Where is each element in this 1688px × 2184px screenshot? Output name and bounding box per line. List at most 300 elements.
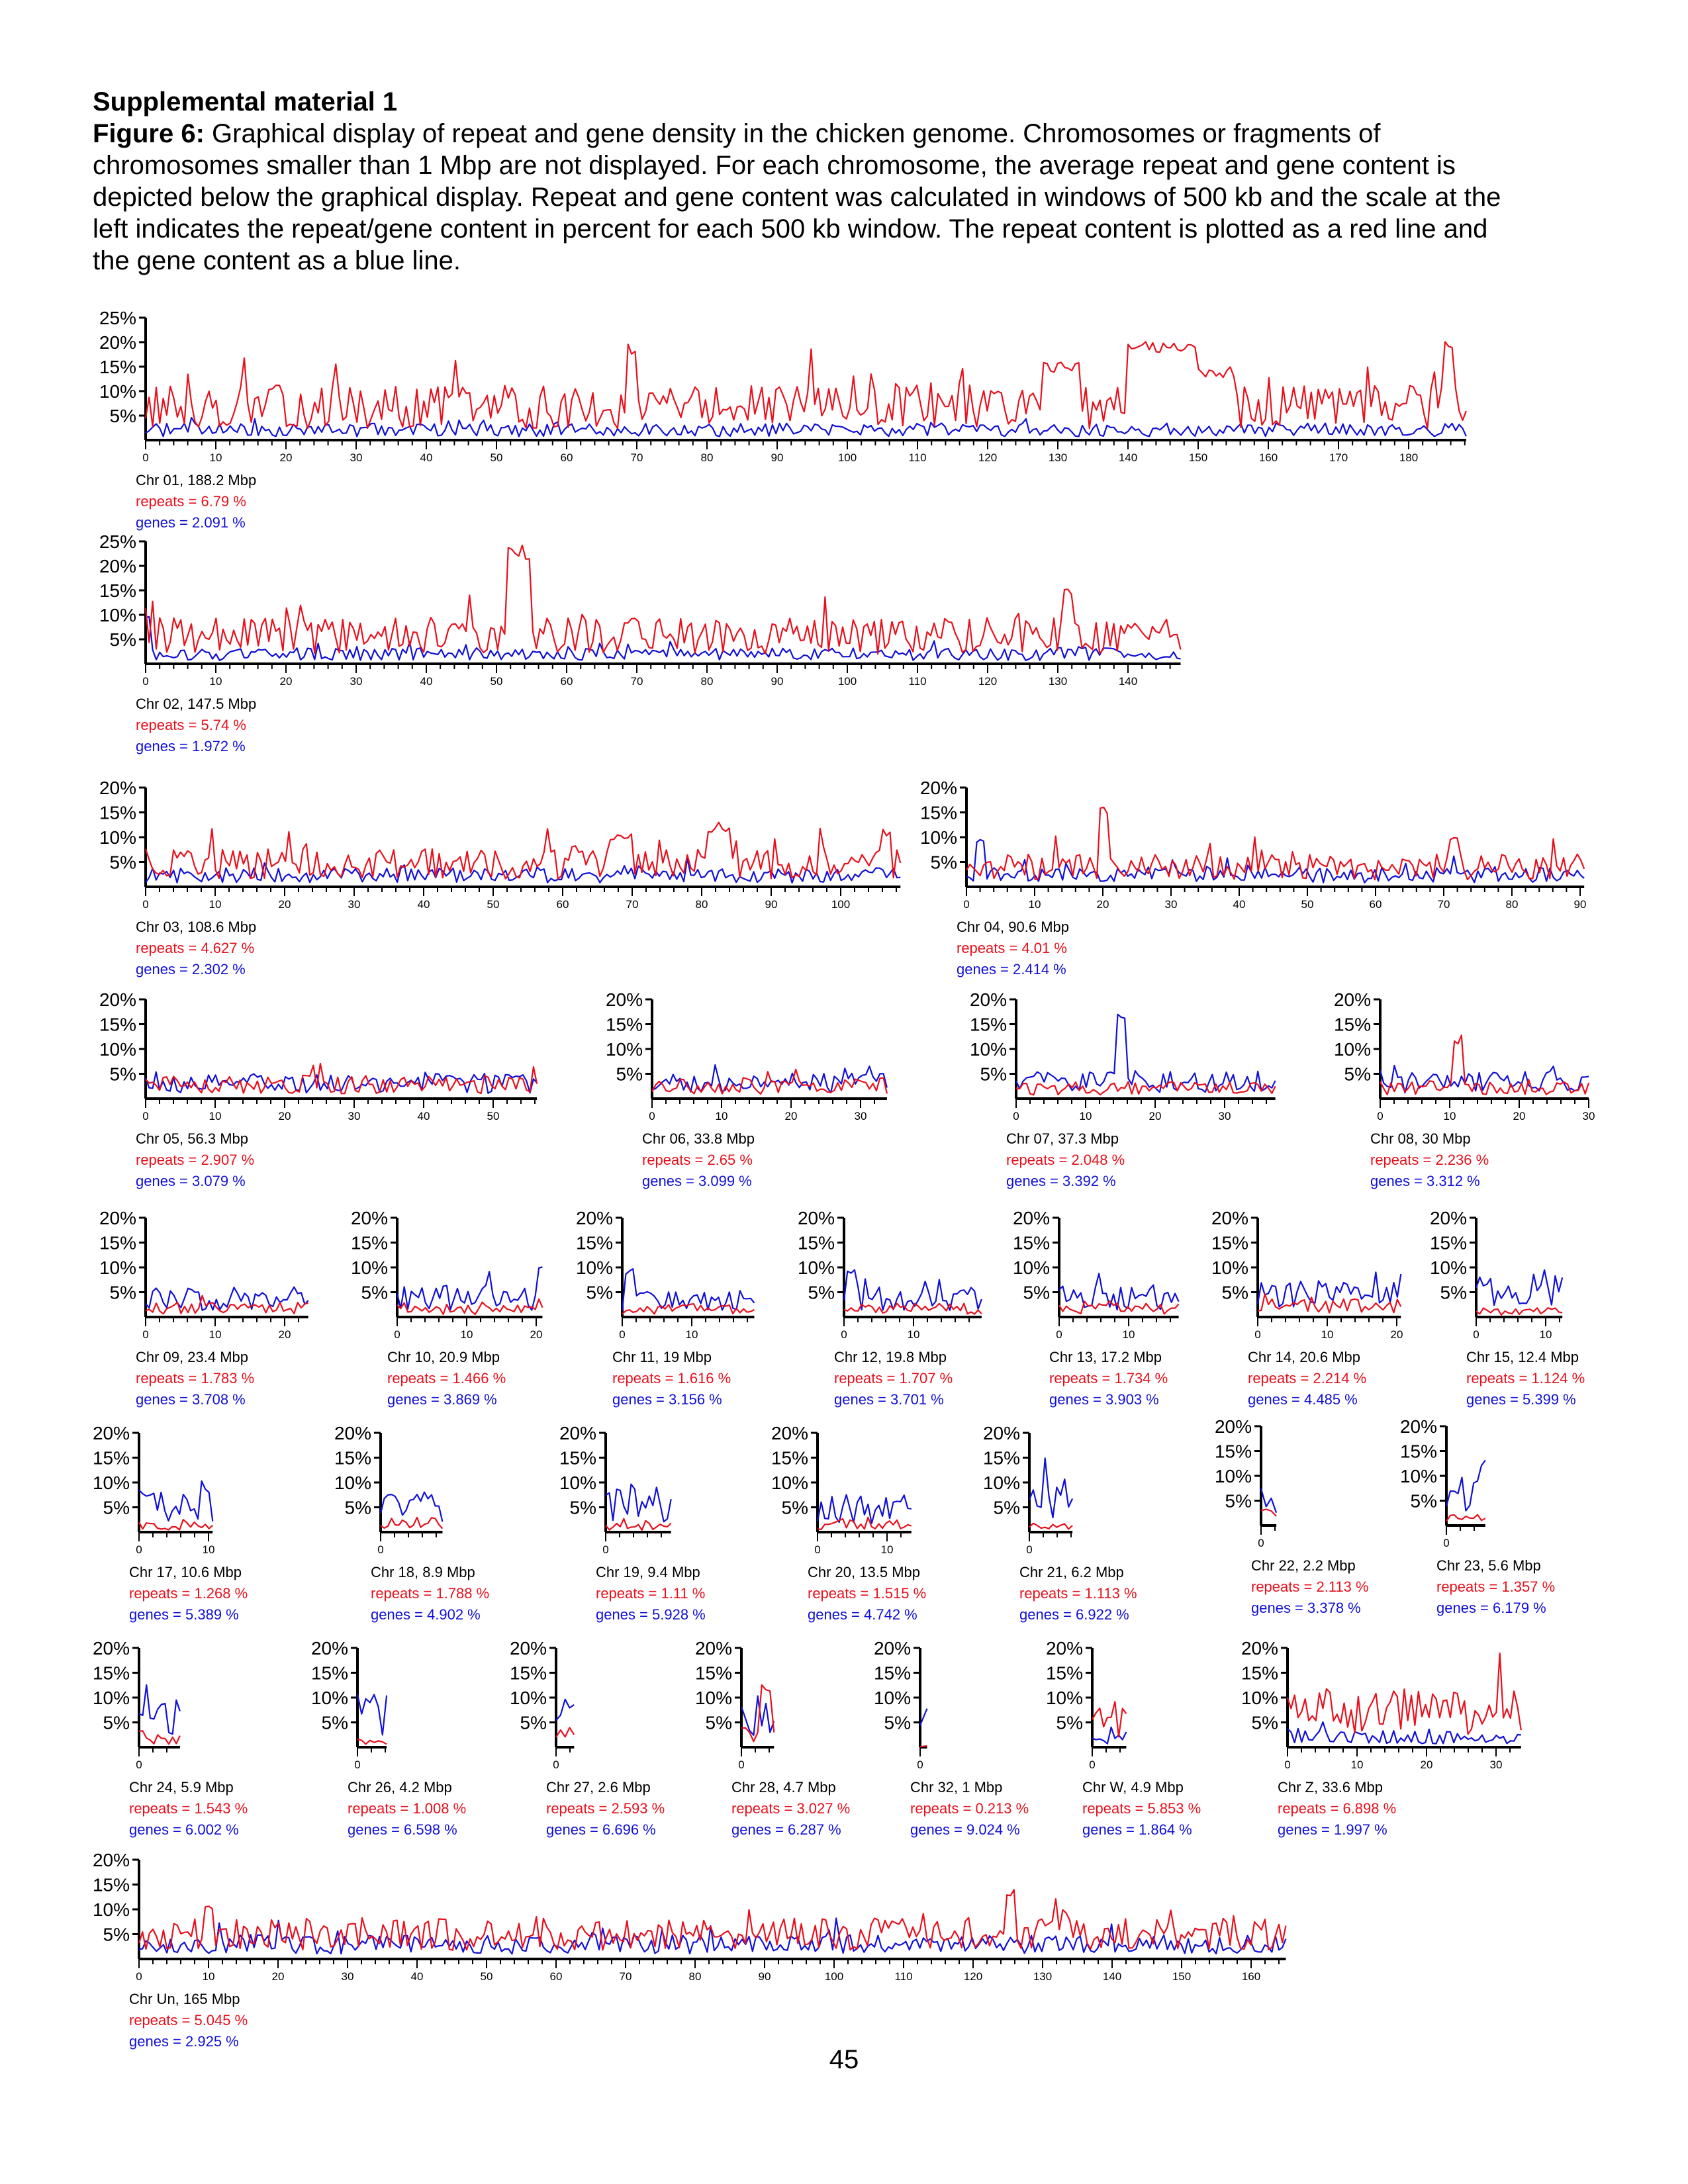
y-tick-label: 10% [694, 1688, 732, 1708]
chromosome-caption [1278, 1777, 1396, 1841]
chromosome-caption [642, 1128, 755, 1192]
y-tick-label: 5% [980, 1064, 1007, 1085]
x-tick-label: 110 [908, 675, 927, 688]
x-tick-label: 130 [1048, 675, 1068, 688]
y-tick-label: 10% [1211, 1257, 1248, 1278]
density-plot [976, 1423, 1092, 1572]
repeats-average: repeats = 2.236 % [1370, 1152, 1489, 1168]
y-tick-label: 10% [99, 381, 136, 402]
x-tick-label: 10 [209, 675, 222, 688]
y-tick-label: 5% [321, 1712, 348, 1733]
repeats-average: repeats = 1.707 % [834, 1370, 953, 1387]
y-tick-label: 20% [1333, 989, 1371, 1010]
y-tick-label: 5% [109, 406, 136, 426]
genes-line [556, 1700, 574, 1721]
y-tick-label: 10% [334, 1473, 371, 1493]
chromosome-name: Chr 21, 6.2 Mbp [1019, 1564, 1124, 1580]
genes-line [397, 1267, 543, 1310]
chromosome-caption [1019, 1562, 1137, 1625]
chromosome-name: Chr 03, 108.6 Mbp [136, 919, 257, 935]
genes-average: genes = 5.389 % [129, 1606, 239, 1623]
x-tick-label: 30 [350, 675, 363, 688]
repeats-average: repeats = 1.783 % [136, 1370, 255, 1387]
y-tick-label: 20% [575, 1208, 613, 1228]
x-tick-label: 0 [963, 898, 970, 911]
y-tick-label: 15% [1399, 1441, 1437, 1462]
genes-line [1016, 1015, 1276, 1093]
y-tick-label: 10% [873, 1688, 911, 1708]
y-tick-label: 20% [509, 1638, 547, 1659]
genes-line [844, 1270, 982, 1310]
y-tick-label: 15% [99, 1014, 136, 1035]
x-tick-label: 20 [1513, 1110, 1526, 1122]
density-plot [765, 1423, 931, 1572]
genes-average: genes = 3.701 % [834, 1391, 944, 1408]
chromosome-name: Chr 22, 2.2 Mbp [1251, 1557, 1356, 1574]
x-tick-label: 10 [1443, 1110, 1456, 1122]
x-tick-label: 0 [1284, 1758, 1291, 1771]
y-tick-label: 15% [99, 357, 136, 377]
y-tick-label: 20% [797, 1208, 835, 1228]
y-tick-label: 20% [1211, 1208, 1248, 1228]
x-tick-label: 80 [695, 898, 708, 911]
y-tick-label: 10% [982, 1473, 1020, 1493]
x-tick-label: 100 [831, 898, 851, 911]
repeats-line [139, 1731, 180, 1744]
repeats-average: repeats = 1.543 % [129, 1800, 248, 1817]
y-tick-label: 15% [92, 1662, 130, 1684]
y-tick-label: 15% [350, 1232, 388, 1253]
y-tick-label: 15% [334, 1447, 371, 1469]
x-tick-label: 110 [894, 1970, 913, 1983]
repeats-average: repeats = 0.213 % [910, 1800, 1029, 1817]
genes-average: genes = 6.696 % [546, 1821, 656, 1838]
x-tick-label: 60 [560, 451, 573, 464]
y-tick-label: 5% [1440, 1282, 1467, 1303]
y-tick-label: 15% [873, 1662, 911, 1684]
x-tick-label: 0 [1254, 1328, 1261, 1341]
y-tick-label: 20% [982, 1423, 1020, 1443]
genes-average: genes = 2.091 % [136, 514, 246, 531]
x-tick-label: 0 [142, 675, 149, 688]
y-tick-label: 20% [1214, 1416, 1252, 1437]
y-tick-label: 5% [616, 1064, 643, 1085]
y-tick-label: 10% [1429, 1257, 1467, 1278]
x-tick-label: 0 [1056, 1328, 1062, 1341]
chromosome-caption [1049, 1347, 1168, 1410]
x-tick-label: 0 [1026, 1543, 1033, 1556]
x-tick-label: 0 [142, 451, 149, 464]
repeats-average: repeats = 4.627 % [136, 940, 255, 956]
y-tick-label: 15% [771, 1447, 808, 1469]
x-tick-label: 120 [978, 675, 998, 688]
y-tick-label: 20% [334, 1423, 371, 1443]
x-tick-label: 40 [410, 1970, 424, 1983]
x-tick-label: 10 [685, 1328, 698, 1341]
repeats-line [1261, 1510, 1276, 1517]
repeats-average: repeats = 5.853 % [1082, 1800, 1201, 1817]
y-tick-label: 10% [92, 1688, 130, 1708]
x-tick-label: 30 [348, 898, 361, 911]
x-tick-label: 20 [278, 1328, 291, 1341]
chromosome-caption [129, 1777, 248, 1841]
repeats-average: repeats = 2.593 % [546, 1800, 665, 1817]
chromosome-name: Chr 32, 1 Mbp [910, 1779, 1003, 1796]
genes-average: genes = 6.598 % [348, 1821, 457, 1838]
x-tick-label: 50 [480, 1970, 493, 1983]
chromosome-caption [348, 1777, 466, 1841]
x-tick-label: 50 [490, 451, 503, 464]
chromosome-name: Chr 11, 19 Mbp [612, 1349, 712, 1365]
chromosome-caption [957, 917, 1069, 980]
repeats-average: repeats = 3.027 % [731, 1800, 851, 1817]
density-plot [1235, 1638, 1541, 1787]
chromosome-caption [1436, 1555, 1555, 1619]
x-tick-label: 0 [136, 1758, 142, 1771]
repeats-average: repeats = 2.214 % [1248, 1370, 1367, 1387]
y-tick-label: 20% [99, 989, 136, 1010]
y-tick-label: 25% [99, 531, 136, 552]
x-tick-label: 30 [350, 451, 363, 464]
repeats-line [357, 1739, 387, 1744]
x-tick-label: 150 [1188, 451, 1208, 464]
y-tick-label: 20% [310, 1638, 348, 1659]
y-tick-label: 5% [930, 852, 957, 873]
density-plot [328, 1423, 462, 1572]
genes-average: genes = 5.928 % [596, 1606, 706, 1623]
repeats-average: repeats = 4.01 % [957, 940, 1067, 956]
chromosome-caption [834, 1347, 953, 1410]
x-tick-label: 0 [1258, 1537, 1264, 1549]
y-tick-label: 5% [361, 1282, 388, 1303]
x-tick-label: 180 [1399, 451, 1419, 464]
chromosome-name: Chr 26, 4.2 Mbp [348, 1779, 452, 1796]
chromosome-caption [1248, 1347, 1366, 1410]
chromosome-name: Chr 02, 147.5 Mbp [136, 696, 257, 712]
x-tick-label: 0 [1443, 1537, 1450, 1549]
figure-label: Figure 6: [93, 119, 205, 148]
repeats-line [146, 1296, 308, 1314]
y-tick-label: 15% [99, 580, 136, 601]
y-tick-label: 20% [771, 1423, 808, 1443]
chromosome-name: Chr 23, 5.6 Mbp [1436, 1557, 1541, 1574]
density-plot [93, 1208, 328, 1357]
x-tick-label: 10 [907, 1328, 920, 1341]
density-plot [344, 1208, 562, 1357]
chromosome-name: Chr 20, 13.5 Mbp [808, 1564, 920, 1580]
repeats-line [1476, 1308, 1562, 1315]
x-tick-label: 10 [1539, 1328, 1552, 1341]
chromosome-caption [1251, 1555, 1369, 1619]
genes-line [1029, 1458, 1072, 1518]
genes-average: genes = 3.156 % [612, 1391, 722, 1408]
x-tick-label: 0 [553, 1758, 559, 1771]
y-tick-label: 15% [982, 1447, 1020, 1469]
density-plot [1208, 1416, 1296, 1565]
x-tick-label: 120 [963, 1970, 983, 1983]
x-tick-label: 110 [908, 451, 927, 464]
genes-line [1092, 1727, 1126, 1744]
y-tick-label: 5% [569, 1497, 596, 1518]
x-tick-label: 150 [1172, 1970, 1192, 1983]
chromosome-name: Chr 06, 33.8 Mbp [642, 1130, 755, 1147]
y-tick-label: 5% [109, 852, 136, 873]
chromosome-name: Chr 10, 20.9 Mbp [387, 1349, 500, 1365]
x-tick-label: 80 [700, 675, 714, 688]
genes-average: genes = 3.869 % [387, 1391, 497, 1408]
x-tick-label: 0 [354, 1758, 361, 1771]
x-tick-label: 70 [1437, 898, 1450, 911]
x-tick-label: 80 [1505, 898, 1519, 911]
x-tick-label: 0 [142, 1328, 149, 1341]
x-tick-label: 10 [202, 1543, 215, 1556]
y-tick-label: 20% [559, 1423, 596, 1443]
x-tick-label: 0 [394, 1328, 400, 1341]
x-tick-label: 140 [1118, 451, 1138, 464]
x-tick-label: 130 [1033, 1970, 1053, 1983]
repeats-line [920, 1746, 927, 1747]
x-tick-label: 20 [271, 1970, 285, 1983]
chromosome-caption [910, 1777, 1029, 1841]
y-tick-label: 15% [797, 1232, 835, 1253]
y-tick-label: 20% [1012, 1208, 1050, 1228]
x-tick-label: 40 [420, 451, 433, 464]
x-tick-label: 90 [765, 898, 778, 911]
density-plot [553, 1423, 691, 1572]
x-tick-label: 50 [490, 675, 503, 688]
genes-line [622, 1269, 755, 1310]
x-tick-label: 20 [1149, 1110, 1162, 1122]
chromosome-caption [596, 1562, 706, 1625]
density-plot [963, 989, 1295, 1138]
repeats-line [1029, 1524, 1072, 1529]
y-tick-label: 5% [705, 1712, 732, 1733]
repeats-average: repeats = 1.357 % [1436, 1578, 1556, 1595]
y-tick-label: 20% [99, 332, 136, 353]
genes-line [1288, 1722, 1521, 1744]
genes-line [146, 858, 900, 883]
genes-average: genes = 6.002 % [129, 1821, 239, 1838]
density-plot [867, 1638, 947, 1787]
genes-average: genes = 5.399 % [1466, 1391, 1576, 1408]
x-tick-label: 100 [824, 1970, 844, 1983]
density-plot [93, 989, 557, 1138]
y-tick-label: 10% [1399, 1466, 1437, 1486]
y-tick-label: 5% [109, 1064, 136, 1085]
x-tick-label: 40 [420, 675, 433, 688]
density-plot [1327, 989, 1609, 1138]
density-plot [93, 778, 920, 927]
repeats-average: repeats = 1.734 % [1049, 1370, 1168, 1387]
x-tick-label: 40 [1233, 898, 1246, 911]
x-tick-label: 20 [530, 1328, 543, 1341]
chromosome-caption [387, 1347, 506, 1410]
y-tick-label: 20% [1045, 1638, 1083, 1659]
repeats-line [146, 341, 1466, 428]
x-tick-label: 30 [1582, 1110, 1595, 1122]
y-tick-label: 10% [99, 1257, 136, 1278]
repeats-average: repeats = 2.65 % [642, 1152, 753, 1168]
density-plot [93, 308, 1486, 480]
genes-line [357, 1694, 387, 1735]
genes-average: genes = 3.378 % [1251, 1600, 1361, 1616]
y-tick-label: 15% [92, 1874, 130, 1895]
y-tick-label: 15% [1045, 1662, 1083, 1684]
y-tick-label: 15% [1241, 1662, 1278, 1684]
chromosome-name: Chr 05, 56.3 Mbp [136, 1130, 248, 1147]
x-tick-label: 20 [1420, 1758, 1433, 1771]
x-tick-label: 10 [1122, 1328, 1135, 1341]
chromosome-name: Chr Un, 165 Mbp [129, 1991, 240, 2007]
chromosome-caption [136, 470, 256, 533]
x-tick-label: 120 [978, 451, 998, 464]
y-tick-label: 15% [310, 1662, 348, 1684]
chromosome-name: Chr 07, 37.3 Mbp [1006, 1130, 1119, 1147]
x-tick-label: 0 [917, 1758, 923, 1771]
y-tick-label: 15% [99, 802, 136, 823]
density-plot [791, 1208, 1002, 1357]
y-tick-label: 15% [919, 802, 957, 823]
x-tick-label: 60 [560, 675, 573, 688]
y-tick-label: 15% [1211, 1232, 1248, 1253]
x-tick-label: 80 [688, 1970, 702, 1983]
density-plot [1393, 1416, 1505, 1565]
chromosome-caption [1006, 1128, 1125, 1192]
x-tick-label: 60 [556, 898, 569, 911]
y-tick-label: 5% [1023, 1282, 1050, 1303]
y-tick-label: 5% [781, 1497, 808, 1518]
x-tick-label: 30 [1164, 898, 1178, 911]
x-tick-label: 10 [209, 898, 222, 911]
x-tick-label: 90 [1573, 898, 1587, 911]
x-tick-label: 70 [630, 675, 643, 688]
x-tick-label: 160 [1258, 451, 1278, 464]
x-tick-label: 50 [487, 1110, 500, 1122]
x-tick-label: 20 [784, 1110, 798, 1122]
x-tick-label: 70 [619, 1970, 632, 1983]
y-tick-label: 25% [99, 308, 136, 328]
repeats-line [606, 1519, 671, 1530]
y-tick-label: 10% [99, 827, 136, 848]
repeats-line [1092, 1702, 1126, 1737]
y-tick-label: 10% [350, 1257, 388, 1278]
chromosome-caption [136, 1128, 254, 1192]
density-plot [1039, 1638, 1146, 1787]
x-tick-label: 20 [279, 675, 293, 688]
chromosome-name: Chr 04, 90.6 Mbp [957, 919, 1069, 935]
genes-average: genes = 2.302 % [136, 961, 246, 978]
x-tick-label: 70 [626, 898, 639, 911]
density-plot [86, 1638, 200, 1787]
genes-line [1380, 1066, 1589, 1093]
y-tick-label: 10% [771, 1473, 808, 1493]
x-tick-label: 0 [738, 1758, 745, 1771]
repeats-average: repeats = 5.045 % [129, 2012, 248, 2028]
x-tick-label: 90 [758, 1970, 771, 1983]
y-tick-label: 20% [694, 1638, 732, 1659]
y-tick-label: 5% [520, 1712, 547, 1733]
y-tick-label: 20% [350, 1208, 388, 1228]
supplemental-title: Supplemental material 1 [93, 87, 398, 116]
repeats-line [397, 1299, 543, 1314]
chromosome-name: Chr 24, 5.9 Mbp [129, 1779, 234, 1796]
chromosome-caption [546, 1777, 665, 1841]
y-tick-label: 5% [1251, 1712, 1278, 1733]
x-tick-label: 30 [1218, 1110, 1231, 1122]
y-tick-label: 20% [92, 1850, 130, 1870]
chromosome-caption [129, 1562, 248, 1625]
genes-average: genes = 1.997 % [1278, 1821, 1387, 1838]
x-tick-label: 20 [1390, 1328, 1403, 1341]
figure-caption: Graphical display of repeat and gene density in the chicken genome. Chromosomes or fragments of chromosomes smaller than 1 Mbp are not displayed. For each chromosome, the average repeat and gene content is depicted below the graphical display. Repeat and gene content was calculated in windows of 500 kb and the scale at the left indicates the repeat/gene content in percent for each 500 kb window. The repeat content is plotted as a red line and the gene content as a blue line. [93, 119, 1501, 275]
x-tick-label: 60 [549, 1970, 563, 1983]
chromosome-name: Chr 27, 2.6 Mbp [546, 1779, 651, 1796]
y-tick-label: 20% [99, 556, 136, 576]
chromosome-caption [1082, 1777, 1201, 1841]
x-tick-label: 10 [460, 1328, 473, 1341]
x-tick-label: 90 [771, 675, 784, 688]
y-tick-label: 10% [99, 1039, 136, 1060]
x-tick-label: 10 [1321, 1328, 1334, 1341]
genes-average: genes = 6.922 % [1019, 1606, 1129, 1623]
density-plot [86, 1850, 1306, 1999]
y-tick-label: 15% [1429, 1232, 1467, 1253]
x-tick-label: 30 [854, 1110, 867, 1122]
repeats-line [146, 545, 1181, 654]
genes-line [818, 1495, 912, 1524]
y-tick-label: 10% [99, 605, 136, 625]
genes-average: genes = 6.287 % [731, 1821, 841, 1838]
x-tick-label: 170 [1329, 451, 1348, 464]
y-tick-label: 20% [99, 1208, 136, 1228]
x-tick-label: 10 [209, 451, 222, 464]
x-tick-label: 0 [136, 1970, 142, 1983]
chromosome-caption [612, 1347, 731, 1410]
y-tick-label: 5% [103, 1924, 130, 1945]
y-tick-label: 20% [1429, 1208, 1467, 1228]
repeats-average: repeats = 6.898 % [1278, 1800, 1397, 1817]
y-tick-label: 10% [92, 1899, 130, 1920]
x-tick-label: 50 [1301, 898, 1314, 911]
x-tick-label: 30 [341, 1970, 354, 1983]
genes-average: genes = 3.312 % [1370, 1173, 1480, 1189]
chromosome-name: Chr 01, 188.2 Mbp [136, 472, 257, 488]
x-tick-label: 90 [771, 451, 784, 464]
x-tick-label: 140 [1102, 1970, 1122, 1983]
y-tick-label: 20% [1399, 1416, 1437, 1437]
y-tick-label: 20% [92, 1423, 130, 1443]
x-tick-label: 10 [209, 1110, 222, 1122]
x-tick-label: 70 [630, 451, 643, 464]
y-tick-label: 15% [694, 1662, 732, 1684]
chromosome-name: Chr 15, 12.4 Mbp [1466, 1349, 1579, 1365]
chromosome-caption [136, 694, 256, 757]
repeats-average: repeats = 2.907 % [136, 1152, 255, 1168]
x-tick-label: 10 [202, 1970, 215, 1983]
genes-average: genes = 4.742 % [808, 1606, 917, 1623]
density-plot [86, 1423, 232, 1572]
x-tick-label: 0 [841, 1328, 847, 1341]
y-tick-label: 10% [1333, 1039, 1371, 1060]
chromosome-name: Chr 17, 10.6 Mbp [129, 1564, 242, 1580]
x-tick-label: 0 [377, 1543, 384, 1556]
x-tick-label: 0 [619, 1328, 626, 1341]
x-tick-label: 20 [278, 1110, 291, 1122]
y-tick-label: 10% [1241, 1688, 1278, 1708]
x-tick-label: 0 [602, 1543, 609, 1556]
chromosome-caption [129, 1989, 248, 2052]
chromosome-name: Chr 28, 4.7 Mbp [731, 1779, 836, 1796]
